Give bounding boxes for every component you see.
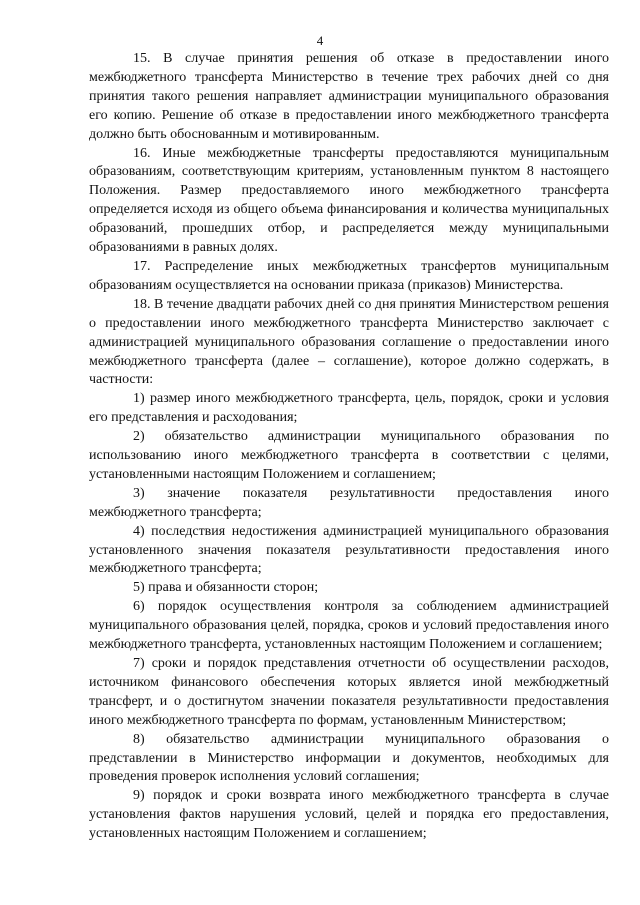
page-number: 4 [316, 33, 324, 48]
document-body [89, 50, 609, 844]
list-item-3: 3) значение показателя результативности предоставления иного межбюджетного трансферта; [89, 485, 609, 520]
paragraph-item-17: 17. Распределение иных межбюджетных трансфертов муниципальным образованиям осуществляется на основании приказа (приказов) Министерства. [89, 258, 609, 293]
list-item-2: 2) обязательство администрации муниципального образования по использованию иного межбюджетного трансферта в соответствии с целями, установленными настоящим Положением и соглашением; [89, 429, 609, 482]
list-item-6: 6) порядок осуществления контроля за соблюдением администрацией муниципального образования целей, порядка, сроков и условий предоставления иного межбюджетного трансферта, установленных настоящим Положением и соглашением; [89, 599, 609, 653]
list-item-5: 5) права и обязанности сторон; [133, 580, 319, 596]
list-item-7: 7) сроки и порядок представления отчетности об осуществлении расходов, источником финансового обеспечения которых является иной межбюджетный трансферт, и о достигнутом значении показателя результативности предоставления иного межбюджетного трансферта по формам, установленным Министерством; [89, 656, 609, 728]
paragraph-item-15: 15. В случае принятия решения об отказе в предоставлении иного межбюджетного трансферта Министерство в течение трех рабочих дней со дня принятия такого решения направляет администрации муниципального образования его копию. Решение об отказе в предоставлении иного межбюджетного трансферта должно быть обоснованным и мотивированным. [89, 51, 609, 142]
list-item-4: 4) последствия недостижения администрацией муниципального образования установленного значения показателя результативности предоставления иного межбюджетного трансферта; [89, 523, 609, 577]
paragraph-item-16: 16. Иные межбюджетные трансферты предоставляются муниципальным образованиям, соответствующим критериям, установленным пунктом 8 настоящего Положения. Размер предоставляемого иного межбюджетного трансферта определяется исходя из общего объема финансирования и количества муниципальных образований, прошедших отбор, и распределяется между муниципальными образованиями в равных долях. [89, 145, 609, 256]
list-item-1: 1) размер иного межбюджетного трансферта, цель, порядок, сроки и условия его представления и расходования; [89, 391, 609, 426]
list-item-9: 9) порядок и сроки возврата иного межбюджетного трансферта в случае установления фактов нарушения условий, целей и порядка его предоставления, установленных настоящим Положением и соглашением; [89, 788, 609, 842]
paragraph-item-18: 18. В течение двадцати рабочих дней со дня принятия Министерством решения о предоставлении иного межбюджетного трансферта Министерство заключает с администрацией муниципального образования соглашение о предоставлении иного межбюджетного трансферта (далее – соглашение), которое должно содержать, в частности: [89, 296, 609, 388]
list-item-8: 8) обязательство администрации муниципального образования о представлении в Министерство информации и документов, необходимых для проведения проверок исполнения условий соглашения; [89, 731, 609, 785]
